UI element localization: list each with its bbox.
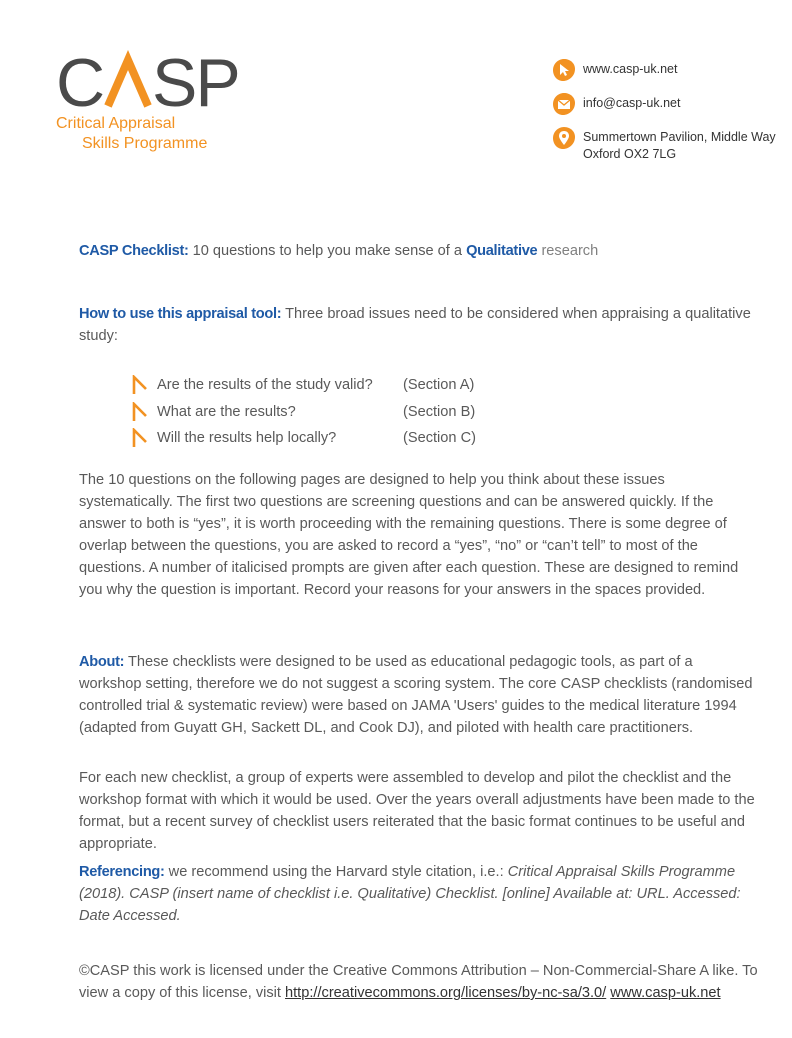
title-text-before: 10 questions to help you make sense of a: [188, 243, 467, 259]
chevron-arrow-icon: [132, 428, 148, 448]
issue-section: (Section A): [403, 377, 475, 393]
checklist-development-paragraph: For each new checklist, a group of experts were assembled to develop and pilot the checklist and the workshop format with which it would be used. Over the years overall adjustments have been made to the format, but a recent survey of checklist users reiterated that the basic format continues to be useful and appropriate.: [79, 770, 755, 852]
license-link[interactable]: http://creativecommons.org/licenses/by-nc-sa/3.0/: [285, 985, 607, 1001]
referencing-text: we recommend using the Harvard style citation, i.e.:: [164, 864, 508, 880]
checklist-title: [79, 240, 759, 262]
cursor-icon: [552, 58, 576, 82]
license-paragraph: [79, 960, 759, 1004]
intro-paragraph: The 10 questions on the following pages are designed to help you think about these issues systematically. The first two questions are screening questions and can be answered quickly. If the answer to both is “yes”, it is worth proceeding with the remaining questions. There is some degree of overlap between the questions, you are asked to record a “yes”, “no” or “can’t tell” to most of the questions. A number of italicised prompts are given after each question. These are designed to remind you why the question is important. Record your reasons for your answers in the spaces provided.: [79, 472, 739, 598]
referencing-paragraph: [79, 861, 759, 927]
about-label: About:: [79, 654, 125, 670]
list-item: [132, 372, 476, 399]
issues-list: [132, 372, 476, 452]
list-item: [132, 399, 476, 426]
contact-email[interactable]: [552, 92, 782, 116]
how-to-text: Three broad issues need to be considered when appraising a qualitative study:: [79, 306, 751, 344]
logo-subtitle: [56, 114, 207, 154]
location-pin-icon: [552, 126, 576, 150]
how-to-paragraph: [79, 303, 759, 347]
issue-section: (Section C): [403, 430, 476, 446]
about-paragraph: [79, 651, 759, 739]
about-text: These checklists were designed to be used as educational pedagogic tools, as part of a workshop setting, therefore we do not suggest a scoring system. The core CASP checklists (randomised controlled trial & systematic review) were based on JAMA 'Users' guides to the medical literature 1994 (adapted from Guyatt GH, Sackett DL, and Cook DJ), and piloted with health care practitioners.: [79, 654, 753, 736]
casp-logo: [56, 50, 256, 112]
how-to-label: How to use this appraisal tool:: [79, 306, 282, 322]
contact-website[interactable]: [552, 58, 782, 82]
referencing-citation: Critical Appraisal Skills Programme (2018). CASP (insert name of checklist i.e. Qualitative) Checklist. [online] Available at: URL. Accessed: Date Accessed.: [79, 864, 741, 924]
svg-text:SP: SP: [152, 50, 239, 112]
website-text[interactable]: www.casp-uk.net: [583, 62, 678, 76]
casp-logo-graphic: [56, 50, 256, 112]
contact-address: [552, 126, 782, 163]
envelope-icon: [552, 92, 576, 116]
issue-section: (Section B): [403, 403, 476, 420]
logo-a-chevron: [108, 60, 148, 106]
chevron-arrow-icon: [132, 402, 148, 422]
title-label: CASP Checklist:: [79, 243, 189, 259]
address-text: Summertown Pavilion, Middle Way Oxford OX2 7LG: [583, 130, 776, 161]
license-text: ©CASP this work is licensed under the Creative Commons Attribution – Non-Commercial-Share A like. To view a copy of this license, visit: [79, 963, 758, 1001]
list-item: [132, 425, 476, 452]
issue-question: Are the results of the study valid?: [157, 377, 373, 393]
chevron-arrow-icon: [132, 375, 148, 395]
logo-subtitle-line1: Critical Appraisal: [56, 115, 176, 132]
svg-text:C: C: [56, 50, 104, 112]
logo-subtitle-line2: Skills Programme: [82, 135, 208, 152]
title-emphasis: Qualitative: [466, 243, 538, 259]
title-text-after: research: [537, 243, 599, 259]
issue-question: Will the results help locally?: [157, 430, 337, 446]
issue-question: What are the results?: [157, 403, 296, 420]
referencing-label: Referencing:: [79, 864, 165, 880]
casp-website-link[interactable]: www.casp-uk.net: [610, 985, 721, 1001]
email-text[interactable]: info@casp-uk.net: [583, 96, 681, 110]
